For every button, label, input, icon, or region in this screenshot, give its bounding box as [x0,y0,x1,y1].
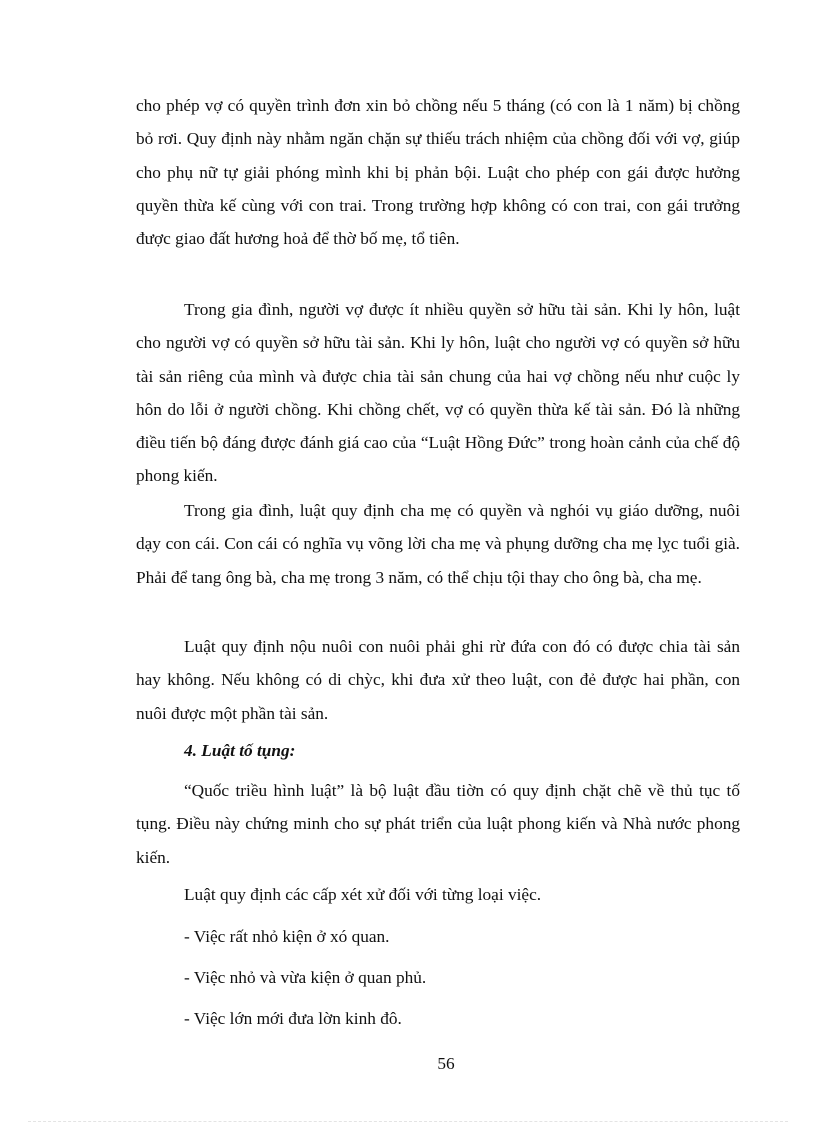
paragraph-5: “Quốc triều hình luật” là bộ luật đầu tiờn có quy định chặt chẽ về thủ tục tố tụng. Điều này chứng minh cho sự phát triển của luật phong kiến và Nhà nước phong kiến. [136,781,740,867]
page-number: 56 [437,1054,455,1073]
paragraph-3: Trong gia đình, luật quy định cha mẹ có quyền và nghói vụ giáo dưỡng, nuôi dạy con cái. Con cái có nghĩa vụ võng lời cha mẹ và phụng dưỡng cha mẹ lỵc tuổi già. Phải để tang ông bà, cha mẹ trong 3 năm, có thể chịu tội thay cho ông bà, cha mẹ. [136,501,740,587]
paragraph-block-5 [136,774,740,874]
paragraph-block-2 [136,293,740,493]
list-item: - Việc rất nhỏ kiện ở xó quan. [184,927,390,946]
list-item: - Việc lớn mới đưa lờn kinh đô. [184,1009,402,1028]
paragraph-4: Luật quy định nộu nuôi con nuôi phải ghi rừ đứa con đó có được chia tài sản hay không. Nếu không có di chỳc, khi đưa xử theo luật, con đẻ được hai phần, con nuôi được một phần tài sản. [136,637,740,723]
paragraph-6: Luật quy định các cấp xét xử đối với từng loại việc. [184,885,542,904]
paragraph-block-3 [136,494,740,594]
paragraph-1: cho phép vợ có quyền trình đơn xin bỏ chồng nếu 5 tháng (có con là 1 năm) bị chồng bỏ rơi. Quy định này nhằm ngăn chặn sự thiếu trách nhiệm của chồng đối với vợ, giúp cho phụ nữ tự giải phóng mình khi bị phản bội. Luật cho phép con gái được hưởng quyền thừa kế cùng với con trai. Trong trường hợp không có con trai, con gái trưởng được giao đất hương hoả để thờ bố mẹ, tổ tiên. [136,96,740,249]
paragraph-block-1 [136,89,740,255]
footer-divider [28,1121,788,1122]
paragraph-block-4 [136,630,740,730]
list-item: - Việc nhỏ và vừa kiện ở quan phủ. [184,968,427,987]
paragraph-2: Trong gia đình, người vợ được ít nhiều quyền sở hữu tài sản. Khi ly hôn, luật cho người vợ có quyền sở hữu tài sản. Khi ly hôn, luật cho người vợ có quyền sở hữu tài sản riêng của mình và được chia tài sản chung của hai vợ chồng nếu như cuộc ly hôn do lỗi ở người chồng. Khi chồng chết, vợ có quyền thừa kế tài sản. Đó là những điều tiến bộ đáng được đánh giá cao của “Luật Hồng Đức” trong hoàn cảnh của chế độ phong kiến. [136,300,740,486]
section-heading: 4. Luật tố tụng: [184,741,296,760]
